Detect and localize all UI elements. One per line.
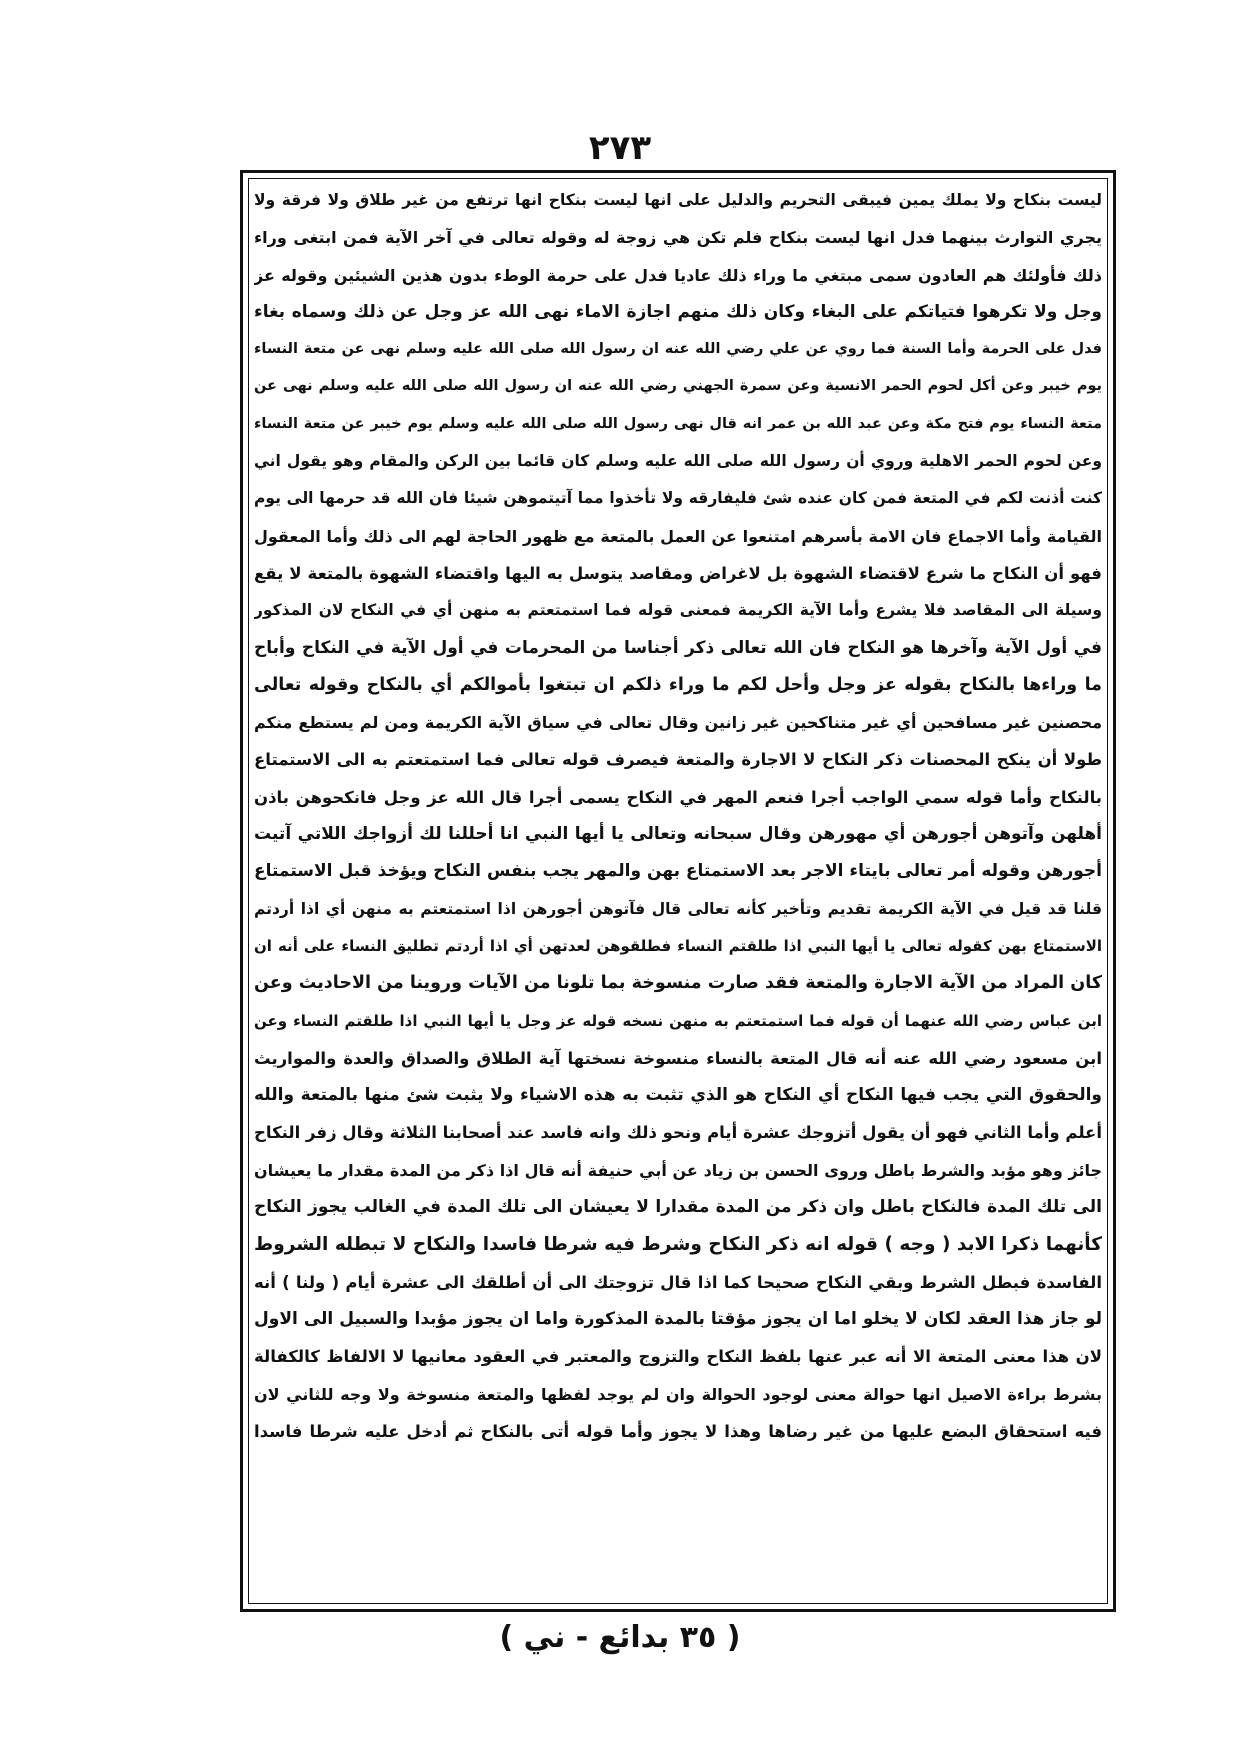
text-line: فدل على الحرمة وأما السنة فما روي عن علي رضي الله عنه ان رسول الله صلى الله عليه وسلم نهى عن متعة النساء (254, 341, 1102, 358)
text-line: بالنكاح وأما قوله سمي الواجب أجرا فنعم المهر في النكاح يسمى أجرا قال الله عز وجل فانكحوهن باذن (254, 787, 1102, 807)
text-line: يوم خيبر وعن أكل لحوم الحمر الانسية وعن سمرة الجهني رضي الله عنه ان رسول الله صلى الله عليه وسلم نهى عن (254, 378, 1102, 395)
text-line: لان هذا معنى المتعة الا أنه عبر عنها بلفظ النكاح والتزوج والمعتبر في العقود معانيها لا الالفاظ كالكفالة (254, 1347, 1102, 1367)
text-line: في أول الآية وآخرها هو النكاح فان الله تعالى ذكر أجناسا من المحرمات في أول الآية في النكاح وأباح (254, 637, 1102, 658)
text-line: القيامة وأما الاجماع فان الامة بأسرهم امتنعوا عن العمل بالمتعة مع ظهور الحاجة لهم الى ذلك وأما المعقول (254, 526, 1102, 546)
text-line: الفاسدة فبطل الشرط وبقي النكاح صحيحا كما اذا قال تزوجتك الى أن أطلقك الى عشرة أيام ( ولنا ) أنه (254, 1272, 1102, 1292)
page-footer: ( ٣٥ بدائع - ني ) (499, 1620, 741, 1655)
text-line: الى تلك المدة فالنكاح باطل وان ذكر من المدة مقدارا لا يعيشان الى تلك المدة في الغالب يجوز النكاح (254, 1197, 1102, 1218)
text-line: ابن عباس رضي الله عنهما أن قوله فما استمتعتم به منهن نسخه قوله عز وجل يا أيها النبي اذا طلقتم النساء وعن (254, 1011, 1102, 1030)
text-line: كأنهما ذكرا الابد ( وجه ) قوله انه ذكر النكاح وشرط فيه شرطا فاسدا والنكاح لا تبطله الشروط (254, 1234, 1102, 1256)
text-line: لو جاز هذا العقد لكان لا يخلو اما ان يجوز مؤقتا بالمدة المذكورة واما ان يجوز مؤبدا والسبيل الى الاول (254, 1308, 1102, 1329)
text-line: متعة النساء يوم فتح مكة وعن عبد الله بن عمر انه قال نهى رسول الله صلى الله عليه وسلم يوم خيبر عن متعة النساء (254, 415, 1102, 432)
text-line: فهو أن النكاح ما شرع لاقتضاء الشهوة بل لاغراض ومقاصد يتوسل به اليها واقتضاء الشهوة بالمتعة لا يقع (254, 563, 1102, 583)
text-line: وسيلة الى المقاصد فلا يشرع وأما الآية الكريمة فمعنى قوله فما استمتعتم به منهن أي في النكاح لان المذكور (254, 601, 1102, 620)
text-line: طولا أن ينكح المحصنات ذكر النكاح لا الاجارة والمتعة فيصرف قوله تعالى فما استمتعتم به الى الاستمتاع (254, 750, 1102, 770)
text-line: أهلهن وآتوهن أجورهن أي مهورهن وقال سبحانه وتعالى يا أيها النبي انا أحللنا لك أزواجك اللاتي آتيت (254, 824, 1102, 845)
text-line: ما وراءها بالنكاح بقوله عز وجل وأحل لكم ما وراء ذلكم ان تبتغوا بأموالكم أي بالنكاح وقوله تعالى (254, 674, 1102, 695)
text-line: ليست بنكاح ولا يملك يمين فيبقى التحريم والدليل على انها ليست بنكاح انها ترتفع من غير طلاق ولا فرقة ولا (254, 191, 1102, 209)
text-line: جائز وهو مؤبد والشرط باطل وروى الحسن بن زياد عن أبي حنيفة أنه قال اذا ذكر من المدة مقدار ما يعيشان (254, 1160, 1102, 1180)
text-line: الاستمتاع بهن كقوله تعالى يا أيها النبي اذا طلقتم النساء فطلقوهن لعدتهن أي اذا أردتم تطليق النساء على أنه ان (254, 936, 1102, 955)
text-line: أجورهن وقوله أمر تعالى بايتاء الاجر بعد الاستمتاع بهن والمهر يجب بنفس النكاح ويؤخذ قبل الاستمتاع (254, 861, 1102, 882)
text-line: وعن لحوم الحمر الاهلية وروي أن رسول الله صلى الله عليه وسلم كان قائما بين الركن والمقام وهو يقول اني (254, 452, 1102, 471)
text-line: كان المراد من الآية الاجارة والمتعة فقد صارت منسوخة بما تلونا من الآيات وروينا من الاحاديث وعن (254, 973, 1102, 994)
page-number: ۲۷۳ (588, 128, 652, 168)
text-line: ابن مسعود رضي الله عنه أنه قال المتعة بالنساء منسوخة نسختها آية الطلاق والصداق والعدة والمواريث (254, 1048, 1102, 1068)
text-line: والحقوق التي يجب فيها النكاح أي النكاح هو الذي تثبت به هذه الاشياء ولا يثبت شئ منها بالمتعة والله (254, 1085, 1102, 1106)
text-line: وجل ولا تكرهوا فتياتكم على البغاء وكان ذلك منهم اجازة الاماء نهى الله عز وجل عن ذلك وسماه بغاء (254, 301, 1102, 322)
text-line: كنت أذنت لكم في المتعة فمن كان عنده شئ فليفارقه ولا تأخذوا مما آتيتموهن شيئا فان الله قد حرمها الى يوم (254, 489, 1102, 508)
text-line: بشرط براءة الاصيل انها حوالة معنى لوجود الحوالة وان لم يوجد لفظها والمتعة منسوخة ولا وجه للثاني لان (254, 1384, 1102, 1404)
text-line: محصنين غير مسافحين أي غير متناكحين غير زانين وقال تعالى في سياق الآية الكريمة ومن لم يستطع منكم (254, 713, 1102, 733)
text-line: أعلم وأما الثاني فهو أن يقول أتزوجك عشرة أيام ونحو ذلك وانه فاسد عند أصحابنا الثلاثة وقال زفر النكاح (254, 1123, 1102, 1143)
text-line: يجري التوارث بينهما فدل انها ليست بنكاح فلم تكن هي زوجة له وقوله تعالى في آخر الآية فمن ابتغى وراء (254, 228, 1102, 248)
text-line: ذلك فأولئك هم العادون سمى مبتغي ما وراء ذلك عاديا فدل على حرمة الوطء بدون هذين الشيئين وقوله عز (254, 265, 1102, 285)
text-line: قلنا قد قيل في الآية الكريمة تقديم وتأخير كأنه تعالى قال فآتوهن أجورهن اذا استمتعتم به منهن أي اذا أردتم (254, 899, 1102, 918)
text-body (254, 182, 1102, 1600)
text-line: فيه استحقاق البضع عليها من غير رضاها وهذا لا يجوز وأما قوله أتى بالنكاح ثم أدخل عليه شرطا فاسدا (254, 1421, 1102, 1441)
